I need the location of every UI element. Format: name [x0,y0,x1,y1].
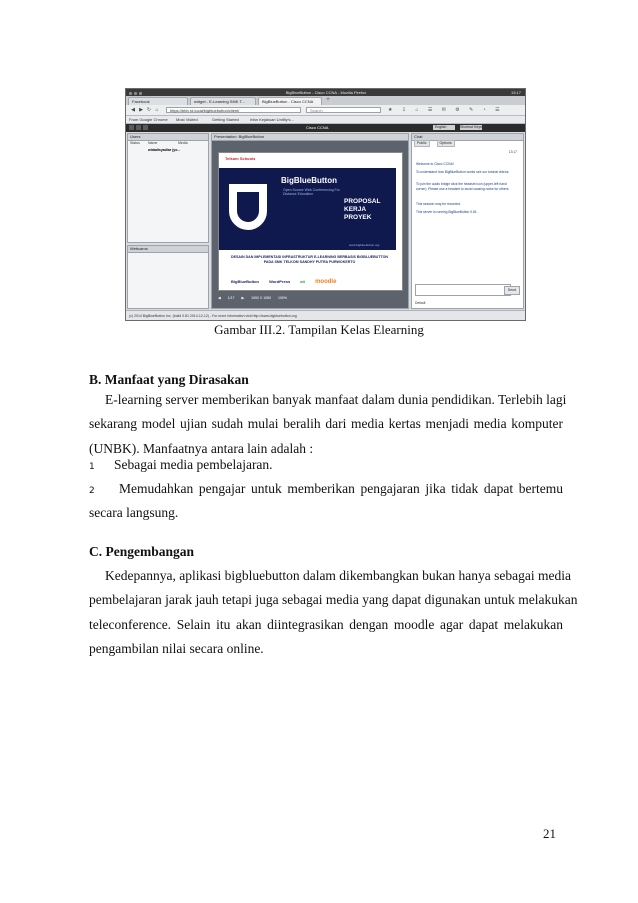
list-text: secara langsung. [89,505,179,520]
bbb-toolbar [126,124,525,132]
paragraph-line: Kedepannya, aplikasi bigbluebutton dalam dikembangkan bukan hanya sebagai media [105,568,571,583]
user-row[interactable] [130,147,210,153]
section-c-paragraph [89,564,578,661]
tab-label: widget - E-Learning SMK T... [194,99,245,104]
figure-screenshot [125,88,526,321]
chat-panel-title: Chat [412,134,523,141]
browser-tab-strip [126,96,525,105]
bookmark-item[interactable]: Getting Started [212,117,239,122]
bookmark-item[interactable]: From Google Chrome [129,117,168,122]
chat-tabs [414,140,474,145]
tab-label: BigBlueButton - Cisco CCNA [262,99,314,104]
reload-icon[interactable]: ↻ [146,107,152,113]
slide-logos [231,279,391,285]
slide-proposal-title [344,198,398,222]
bookmarks-bar [126,116,525,124]
slide-proposal-line: PROYEK [344,214,372,221]
users-icon[interactable] [129,125,134,130]
users-panel-title: Users [128,134,208,141]
chat-panel [411,133,524,309]
list-item [89,457,563,473]
moodle-logo: moodle [315,279,337,285]
chat-send-button[interactable]: Send [504,286,520,295]
chat-message: Welcome to Cisco CCNA! [416,162,454,166]
shortcut-keys-button[interactable]: Shortcut Keys [460,125,482,129]
bigbluebutton-logo: BigBlueButton [231,279,259,284]
column-header: Media [178,141,188,145]
slide-proposal-line: KERJA [344,206,367,213]
section-c-heading: C. Pengembangan [89,544,195,559]
telkom-logo: Telkom Schools [225,156,256,161]
bbb-status-bar: (c) 2014 BigBlueButton Inc. (build 0.81 2014-12-12) - For more information visit http://www.bigbluebutton.org [126,310,525,320]
back-icon[interactable]: ◀ [131,107,135,113]
section-b-paragraph [89,388,567,461]
chat-timestamp: 13:17 [508,150,517,154]
list-item-continuation [89,505,563,521]
paragraph-line: pengambilan nilai secara online. [89,640,264,656]
list-text: Memudahkan pengajar untuk memberikan pengajaran jika tidak dapat bertemu [119,481,563,496]
user-name: widadisyadiar (yo... [148,148,181,152]
prev-slide-icon[interactable]: ◀ [218,296,221,300]
list-number: 2 [89,486,95,496]
slide-resolution: 1900 X 1080 [251,296,272,300]
ati-logo: ati [300,279,305,284]
list-number: 1 [89,462,95,472]
page-number: 21 [543,826,556,841]
chat-message: This session may be recorded. [416,202,461,206]
list-text: Sebagai media pembelajaran. [114,457,273,472]
column-header: Status [130,141,140,145]
presentation-panel-title: Presentation: BigBlueButton [212,134,408,141]
list-item [89,481,563,497]
zoom-level[interactable]: 100% [278,296,287,300]
os-window-title: BigBlueButton - Cisco CCNA - Mozilla Firefox [285,90,367,95]
bookmark-item[interactable]: Most Visited [176,117,198,122]
browser-tab-elearning[interactable] [190,97,256,105]
presentation-slide [218,152,403,291]
os-clock: 13:17 [510,90,521,95]
bigbluebutton-logo-icon [229,184,267,230]
wordpress-logo: WordPress [269,279,291,284]
url-bar[interactable]: https://bbb.rd.local/bigbluebutton/client/ [166,107,301,113]
chat-message: This server is running BigBlueButton 0.81. [416,210,478,214]
browser-navbar [126,105,525,116]
paragraph-line: E-learning server memberikan banyak manfaat dalam dunia pendidikan. Terlebih lagi [105,392,567,407]
webcam-icon[interactable] [143,125,148,130]
paragraph-line: sekarang model ujian sudah mulai beralih dari media kertas menjadi media komputer [89,416,563,432]
webcams-panel-title: Webcams [128,246,208,253]
window-controls [129,91,159,94]
next-slide-icon[interactable]: ▶ [241,296,245,300]
paragraph-line: pembelajaran jarak jauh tetapi juga sebagai media yang dapat digunakan untuk melakukan [89,592,578,608]
language-select[interactable]: English [433,125,455,130]
slide-product-subtitle: Open Source Web Conferencing For Distance Education [283,188,340,196]
slide-url: www.bigbluebutton.org [349,243,380,247]
bookmark-item[interactable]: Irfan Kejaksari Unitfiy's... [250,117,294,122]
search-input[interactable]: Search [306,107,381,113]
os-title-bar [126,89,525,96]
chat-message: To understand how BigBlueButton works see our tutorial videos. [416,170,510,174]
meeting-title: Cisco CCNA [306,125,329,130]
users-columns [128,141,208,146]
slide-proposal-line: PROPOSAL [344,198,381,205]
chat-tab-public[interactable]: Public [414,140,430,147]
slide-product-title: BigBlueButton [281,176,337,185]
browser-tab-bigbluebutton[interactable] [258,97,322,105]
chat-font-select[interactable]: Default [415,301,426,305]
paragraph-line: (UNBK). Manfaatnya antara lain adalah : [89,440,314,456]
section-b-heading: B. Manfaat yang Dirasakan [89,372,249,387]
chat-input[interactable] [415,284,511,296]
users-panel [127,133,209,243]
tab-label: Facebook [132,99,150,104]
chat-message: To join the audio bridge click the headset icon (upper-left hand corner). Please use a headset to avoid causing noise for others. [416,182,510,191]
new-tab-icon[interactable]: + [326,97,330,103]
browser-toolbar-icons[interactable]: ★ ⇩ ⌂ ☰ ✉ ⚙ ✎ ◔ ☰ [388,107,504,113]
headset-icon[interactable] [136,125,141,130]
presentation-controls [218,294,401,302]
forward-icon[interactable]: ▶ [139,107,143,113]
column-header: Name [148,141,158,145]
chat-tab-options[interactable]: Options [437,140,455,147]
paragraph-line: teleconference. Selain itu akan diintegrasikan dengan moodle agar dapat melakukan [89,616,563,632]
slide-counter[interactable]: 1/17 [227,296,235,300]
slide-banner [219,168,396,250]
figure-caption: Gambar III.2. Tampilan Kelas Elearning [214,322,424,337]
slide-body-text: DESAIN DAN IMPLEMENTASI INFRASTRUKTUR E-LEARNING BERBASIS BIGBLUEBUTTON PADA SMK TELKOM SANDHY PUTRA PURWOKERTO [231,255,388,264]
browser-tab-facebook[interactable] [128,97,188,105]
home-icon[interactable]: ⌂ [155,107,159,113]
webcams-panel [127,245,209,309]
